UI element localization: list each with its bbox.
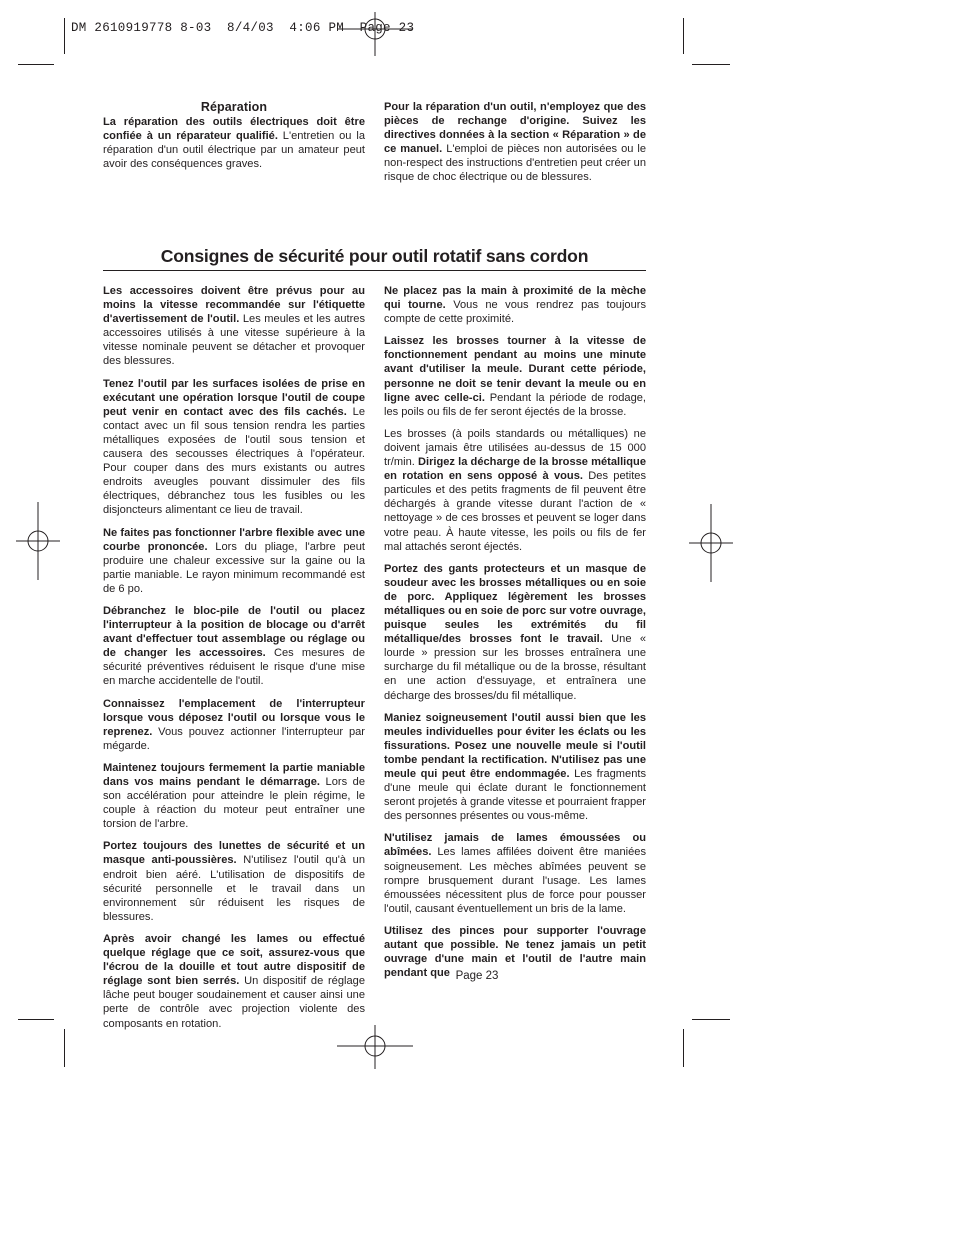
safety-paragraph: Les accessoires doivent être prévus pour au moins la vitesse recommandée sur l'étiquette d'avertissement de l'outil. Les meules et les autres accessoires utilisés à une vitesse supérieure à la vitesse nominale peuvent se détacher et provoquer des blessures. [103,285,366,368]
safety-paragraph: Ne faites pas fonctionner l'arbre flexible avec une courbe prononcée. Lors du pliage, l'arbre peut produire une chaleur excessive sur la gaine ou la partie maniable. Le rayon minimum recommandé est de 6 po. [103,526,365,595]
safety-paragraph: Débranchez le bloc-pile de l'outil ou placez l'interrupteur à la position de blocage ou d'arrêt avant d'effectuer tout assemblage ou réglage ou de changer les accessoires. Ces mesures de sécurité préventives réduisent le risque d'une mise en marche accidentelle de l'outil. [103,604,365,688]
reparation-heading: Réparation [200,100,268,114]
crop-mark [692,1019,730,1020]
safety-paragraph: Maintenez toujours fermement la partie maniable dans vos mains pendant le démarrage. Lors de son accélération pour atteindre le plein régime, le couple à réaction du moteur peut entraîner une torsion de l'arbre. [103,761,366,831]
safety-paragraph: Les brosses (à poils standards ou métalliques) ne doivent jamais être utilisées au-dessus de 15 000 tr/min. Dirigez la décharge de la brosse métallique en rotation en sens opposé à vous. Des petites particules et des petits fragments de fil peuvent être déchargés à grande vitesse durant l'action de « nettoyage » de ces brosses et peuvent se loger dans votre peau. À haute vitesse, les poils ou fils de fer mal attachés seront éjectés. [384,427,646,553]
safety-paragraph: N'utilisez jamais de lames émoussées ou abîmées. Les lames affilées doivent être maniées soigneusement. Les mèches abîmées peuvent se rompre brusquement durant l'usage. Les lames émoussées nécessitent plus de force pour pousser l'outil, causant éventuellement un bris de la lame. [384,832,646,915]
safety-paragraph: Portez toujours des lunettes de sécurité et un masque anti-poussières. N'utilisez l'outil qu'à un endroit bien aéré. L'utilisation de dispositifs de sécurité personnelle et le travail dans un environnement sûr réduisent les risques de blessures. [103,840,365,923]
safety-paragraph: Tenez l'outil par les surfaces isolées de prise en exécutant une opération lorsque l'outil de coupe peut venir en contact avec des fils cachés. Le contact avec un fil sous tension rendra les parties métalliques exposées de l'outil sous tension et causera des secousses électriques à l'opérateur. Pour couper dans des murs existants ou autres endroits aveugles pouvant dissimuler des fils électriques, débranchez tous les fusibles ou les disjoncteurs alimentant ce lieu de travail. [103,377,366,517]
crop-mark [18,64,54,65]
reparation-section-left [103,100,365,179]
crop-mark [18,1019,54,1020]
registration-mark-left-icon [16,502,60,580]
registration-mark-right-icon [689,504,733,582]
crop-mark [683,1029,684,1067]
page-number: Page 23 [455,970,499,982]
reparation-section-right [384,100,646,193]
safety-paragraph: Connaissez l'emplacement de l'interrupteur lorsque vous déposez l'outil ou lorsque vous le reprenez. Vous pouvez actionner l'interrupteur par mégarde. [103,697,365,752]
safety-paragraph: Utilisez des pinces pour supporter l'ouvrage autant que possible. Ne tenez jamais un petit ouvrage d'une main et l'outil de l'autre main pendant que [384,924,646,980]
printer-slug: DM 2610919778 8-03 8/4/03 4:06 PM Page 23 [71,21,415,35]
left-column [103,284,365,1039]
safety-paragraph: Maniez soigneusement l'outil aussi bien que les meules individuelles pour éviter les éclats ou les fissurations. Posez une nouvelle meule si l'outil tombe pendant la rectification. N'utilisez pas une meule qui peut être endommagée. Les fragments d'une meule qui éclate durant le fonctionnement seront projetés à grande vitesse et pourraient frapper des personnes présentes ou vous-même. [384,711,646,823]
safety-paragraph: Après avoir changé les lames ou effectué quelque réglage que ce soit, assurez-vous que l'écrou de la douille et tout autre dispositif de réglage sont bien serrés. Un dispositif de réglage lâche peut bouger soudainement et causer ainsi une perte de contrôle avec projection violente des composants en rotation. [103,932,365,1030]
crop-mark [683,18,684,54]
registration-mark-top-icon [337,12,413,56]
safety-paragraph: Laissez les brosses tourner à la vitesse de fonctionnement pendant au moins une minute avant d'utiliser la meule. Durant cette période, personne ne doit se tenir devant la meule ou en ligne avec celle-ci. Pendant la période de rodage, les poils ou fils de fer seront éjectés de la brosse. [384,335,646,418]
safety-paragraph: Portez des gants protecteurs et un masque de soudeur avec les brosses métalliques ou en soie de porc. Appliquez légèrement les brosses métalliques ou en soie de porc sur votre ouvrage, puisque seules les extrémités du fil métallique/des brosses font le travail. Une « lourde » pression sur les brosses entraînera une surcharge du fil métallique ou de la brosse, résultant en une action d'essuyage, et entraînera une décharge des brosses/du fil métallique. [384,562,647,702]
reparation-paragraph: La réparation des outils électriques doit être confiée à un réparateur qualifié. L'entretien ou la réparation d'un outil électrique par un amateur peut avoir des conséquences graves. [103,116,365,171]
reparation-paragraph: Pour la réparation d'un outil, n'employez que des pièces de rechange d'origine. Suivez les directives données à la section « Réparation » de ce manuel. L'emploi de pièces non autorisées ou le non-respect des instructions d'entretien peut créer un risque de choc électrique ou de blessures. [384,101,647,184]
section-title: Consignes de sécurité pour outil rotatif sans cordon [160,246,589,266]
crop-mark [692,64,730,65]
safety-paragraph: Ne placez pas la main à proximité de la mèche qui tourne. Vous ne vous rendrez pas toujours compte de cette proximité. [384,285,646,326]
right-column [384,284,646,988]
crop-mark [64,18,65,54]
title-rule [103,270,646,271]
crop-mark [64,1029,65,1067]
